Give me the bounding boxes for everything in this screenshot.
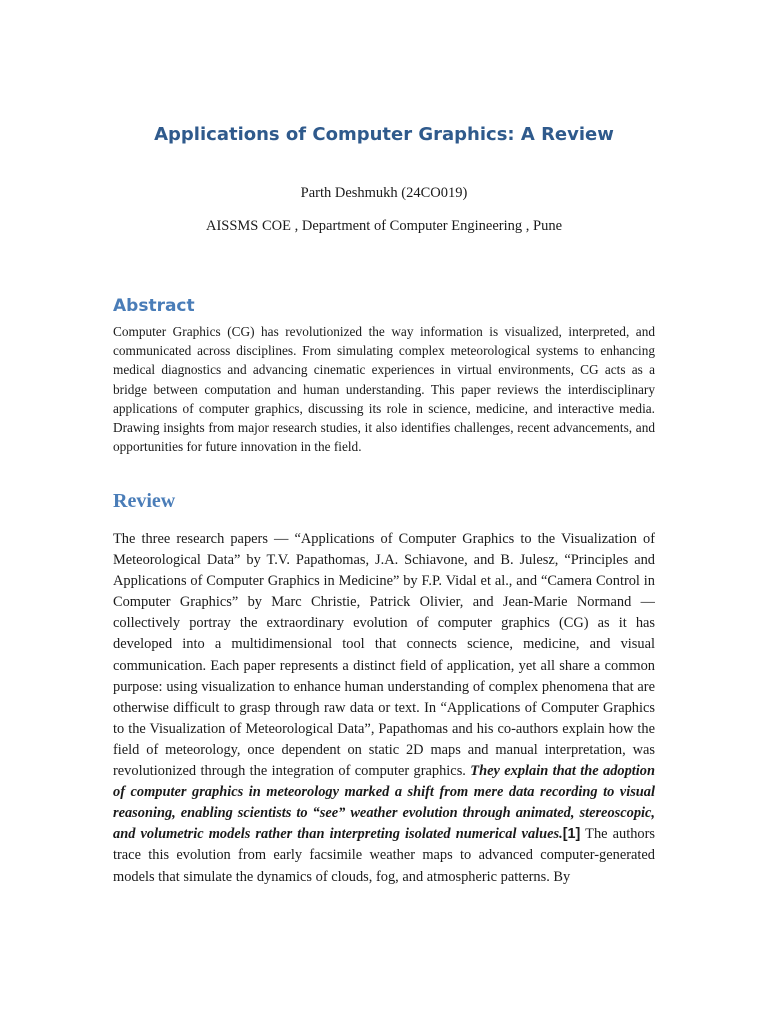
author-line: Parth Deshmukh (24CO019) bbox=[300, 185, 468, 201]
affiliation-line: AISSMS COE , Department of Computer Engineering , Pune bbox=[205, 218, 562, 234]
paper-title: Applications of Computer Graphics: A Review bbox=[154, 124, 614, 145]
review-paragraph bbox=[113, 529, 655, 939]
review-text-end: The authors trace this evolution from early facsimile weather maps to advanced computer-generated models that simulate the dynamics of clouds, fog, and atmospheric patterns. By bbox=[113, 826, 655, 885]
review-emphasis: They explain that the adoption of computer graphics in meteorology marked a shift from mere data recording to visual reasoning, enabling scientists to “see” weather evolution through animated, stereoscopic, and volumetric models rather than interpreting isolated numerical values. bbox=[113, 763, 655, 843]
review-heading: Review bbox=[113, 490, 176, 512]
review-text-start: The three research papers — “Applications of Computer Graphics to the Visualization of Meteorological Data” by T.V. Papathomas, J.A. Schiavone, and B. Julesz, “Principles and Applications of Computer Graphics in Medicine” by F.P. Vidal et al., and “Camera Control in Computer Graphics” by Marc Christie, Patrick Olivier, and Jean-Marie Normand — collectively portray the extraordinary evolution of computer graphics (CG) as it has developed into a multidimensional tool that connects science, medicine, and visual communication. Each paper represents a distinct field of application, yet all share a common purpose: using visualization to enhance human understanding of complex phenomena that are otherwise difficult to grasp through raw data or text. In “Applications of Computer Graphics to the Visualization of Meteorological Data”, Papathomas and his co-authors explain how the field of meteorology, once dependent on static 2D maps and manual interpretation, was revolutionized through the integration of computer graphics. bbox=[113, 531, 655, 780]
abstract-heading: Abstract bbox=[113, 296, 195, 316]
abstract-text: Computer Graphics (CG) has revolutionized the way information is visualized, interpreted, and communicated across disciplines. From simulating complex meteorological systems to enhancing medical diagnostics and advancing cinematic experiences in virtual environments, CG acts as a bridge between computation and human understanding. This paper reviews the interdisciplinary applications of computer graphics, discussing its role in science, medicine, and interactive media. Drawing insights from major research studies, it also identifies challenges, recent advancements, and opportunities for future innovation in the field. bbox=[113, 324, 655, 455]
citation-marker: [1] bbox=[562, 826, 581, 843]
